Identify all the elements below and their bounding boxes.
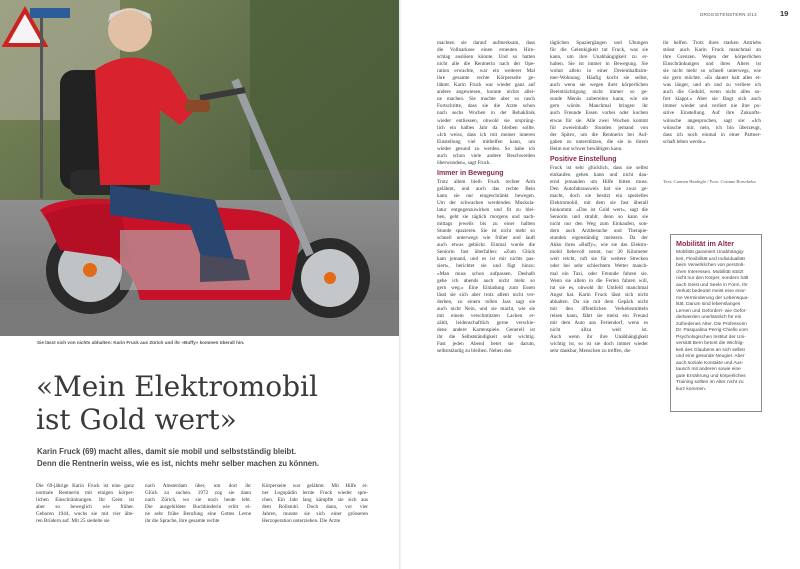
text-line: aber so beweglich wie früher. xyxy=(36,504,134,511)
text-line: Seniorin und strahlt, denn so kann sie xyxy=(550,214,648,221)
page-number: 19 xyxy=(780,9,789,18)
text-line: dem Rollstuhl. Doch dann, vor vier xyxy=(262,504,368,511)
text-line: dertwerden unerlässlich für ein xyxy=(676,315,742,320)
text-line: einkaufen gehen kann und nicht dau- xyxy=(550,171,648,178)
right-body-column-1 xyxy=(437,40,535,355)
text-line: der Spitex, um die Rentnerin bei Auf- xyxy=(550,131,648,138)
text-line: kam jemand, und es ist mir nichts pas- xyxy=(437,256,535,263)
text-line: gern würde. Manchmal bringen ihr xyxy=(550,103,648,110)
text-line: auch wenn sie wegen ihrer körperlichen xyxy=(550,82,648,89)
cover-photo xyxy=(0,0,400,336)
text-line: versität Bern betont die Wichtig- xyxy=(676,341,744,346)
text-line: ernd jemanden um Hilfe bitten muss. xyxy=(550,178,648,185)
lead-line: Denn die Rentnerin weiss, wie es ist, nichts mehr selber machen zu können. xyxy=(37,458,320,468)
text-line: Lernen und Gefordert- wie Geför- xyxy=(676,308,747,314)
text-line: derben, zu einem tollen Jass sagt sie xyxy=(437,298,535,305)
text-line: wieder entliessen, obwohl sie ursprüng- xyxy=(437,117,535,124)
text-line: selbstständig zu bleiben. Neben den xyxy=(437,348,512,355)
right-body-column-2 xyxy=(550,40,648,355)
text-line: Trotz allem bleib Fruck rechter Arm xyxy=(437,178,535,185)
text-line: Fruck ist sehr glücklich, dass sie selbst xyxy=(550,164,648,171)
text-line: normale Rentnerin mit einigen körper- xyxy=(36,490,134,497)
text-line: auch etwas gebückt. Einmal wurde die xyxy=(437,242,535,249)
text-line: nach Zürich, wo sie noch heute lebt. xyxy=(145,497,251,504)
text-line: tut sie es, obwohl ihr Umfeld manchmal xyxy=(550,284,648,291)
text-line: stösst auch Karin Fruck manchmal an xyxy=(663,47,761,54)
text-line: etwas für sie. Alle zwei Wochen kommt xyxy=(550,117,648,124)
text-line: auch schon viele andere Beschwerden xyxy=(437,152,535,159)
text-line: für zweieinhalb Stunden jemand von xyxy=(550,124,648,131)
text-line: oder bei sehr schlechtem Wetter manch- xyxy=(550,263,648,270)
text-line: ne sehr frühe Berufung eine Gottes Lerne xyxy=(145,511,251,518)
text-line: «Ich weiss, dass ich mit meiner inneren xyxy=(437,131,535,138)
text-line: nicht nur den Körper, sondern hält xyxy=(676,276,749,281)
section-subheading: Positive Einstellung xyxy=(550,155,617,163)
text-line: überwunden», sagt Fruck. xyxy=(437,159,491,166)
article-lead xyxy=(37,446,387,469)
text-line: auch Geist und Seele in Form. Ihr xyxy=(676,282,748,288)
text-line: Die ausgebildete Buchbinderin erlitt ei- xyxy=(145,504,251,511)
text-line: Verlust bedeutet meist eine enor- xyxy=(676,289,747,294)
text-line: immer wieder und verliert nie ihre po- xyxy=(663,103,761,110)
lead-line: Karin Fruck (69) macht alles, damit sie mobil und selbstständig bleibt. xyxy=(37,447,297,456)
left-body-column-1 xyxy=(36,483,134,525)
headline-line: «Mein Elektromobil xyxy=(36,370,318,403)
text-line: ben, geht sie täglich morgens und nach- xyxy=(437,214,535,221)
photo-caption: Sie lässt sich von nichts abhalten: Karin Fruck aus Zürich und ihr «Buffy» kommen überall hin. xyxy=(37,340,245,345)
text-line: nicht allzu weit ist. xyxy=(550,326,648,333)
text-line: Training sollten im Alter nicht zu xyxy=(676,380,744,385)
text-line: tausch mit anderen sowie eine xyxy=(676,367,741,372)
text-line: mobil liebevoll nennt, nur 30 Kilometer xyxy=(550,249,648,256)
text-line: beim Verwirklichen von persönli- xyxy=(676,263,745,268)
page-gutter xyxy=(399,0,401,569)
text-line: abhalten. Da sie mit dem Gepäck nicht xyxy=(550,298,648,305)
text-line: dass ich noch einmal in einer Partner- xyxy=(663,131,761,138)
text-line: ihre gesamte rechte Körperseite ge- xyxy=(437,75,535,82)
text-line: sehr dankbar, Menschen zu treffen, die xyxy=(550,348,631,355)
text-line: sie gern möchte. «Es dauert halt alles et- xyxy=(663,75,761,82)
text-line: «Man muss schon aufpassen. Deshalb xyxy=(437,270,535,277)
text-line: zählt, leidenschaftlich gerne verschie- xyxy=(437,319,535,326)
text-line: mit den öffentlichen Verkehrsmitteln xyxy=(550,305,648,312)
text-line: mit einem verschmitzten Lachen er- xyxy=(437,312,535,319)
text-line: ihre Grenzen. Wegen der körperlichen xyxy=(663,54,761,61)
text-line: lichen Einschränkungen. Ihr Geist ist xyxy=(36,497,134,504)
text-line: kann, um ihre Unabhängigkeit zu er- xyxy=(550,54,648,61)
text-line: Einschränkungen und ihres Alters ist xyxy=(663,61,761,68)
text-line: auch nicht Nein, und sie macht, wie sie xyxy=(437,305,535,312)
text-line: gute Ernährung und körperliches xyxy=(676,373,746,379)
text-line: Akku ihres «Buffy», wie sie das Elektro- xyxy=(550,242,648,249)
text-line: Glück zu suchen. 1972 zog sie dann xyxy=(145,490,251,497)
text-line: Den Autofahrausweis hat sie zwar ge- xyxy=(550,185,648,192)
text-line: Fortschritte, dass sie die Ärzte schon xyxy=(437,103,535,110)
text-line: täglichen Spaziergängen und Übungen xyxy=(550,40,648,46)
text-line: schnell unterwegs wie früher und lauft xyxy=(437,235,535,242)
text-line: lich ein halbes Jahr da bleiben sollte. xyxy=(437,124,535,131)
text-line: ren Brüdern auf. Mit 25 siedelte sie xyxy=(36,518,110,525)
text-line: gehe ich abends auch nicht mehr so xyxy=(437,277,535,284)
text-line: Geboren 1944, wuchs sie mit vier älte- xyxy=(36,511,134,518)
sidebar-box-title: Mobilität im Alter xyxy=(676,239,735,248)
text-line: Einstellung viel mithelfen kann, um xyxy=(437,138,535,145)
article-headline xyxy=(36,370,396,436)
text-line: gern weg.» Eine Einladung zum Essen xyxy=(437,284,535,291)
text-line: reisen kann, fährt sie meist ein Freund xyxy=(550,312,648,319)
text-line: hinkommt. «Das ist Gold wert», sagt die xyxy=(550,207,648,214)
headline-line: ist Gold wert» xyxy=(36,403,237,436)
text-line: nicht alle die Rentnerin nach der Ope- xyxy=(437,61,535,68)
text-line: mittags jeweils bis zu einer halben xyxy=(437,221,535,228)
text-line: ihr die Sprache, ihre gesamte rechte xyxy=(145,518,220,525)
text-line: me Verminderung der Lebensqua- xyxy=(676,295,749,301)
text-line: zufriedenes Alter. Die Professorin xyxy=(676,321,747,327)
text-line: nach Amsterdam über, um dort ihr xyxy=(145,483,251,489)
text-line: keit, Flexibilität und Individualität xyxy=(676,256,745,262)
text-line: sitive Einstellung. Auf ihre Zukunfts- xyxy=(663,110,761,117)
text-line: mit dem Auto ans Feriendorf, wenn es xyxy=(550,319,648,326)
text-line: andere angewiesen, konnte nichts allei- xyxy=(437,89,535,96)
text-line: lität. Darum sind lebenslanges xyxy=(676,302,741,307)
text-line: und eine gesunde Neugier. Aber xyxy=(676,354,745,359)
left-body-column-2 xyxy=(145,483,251,525)
text-line: Jahren, musste sie sich einer grösseren xyxy=(262,511,368,518)
text-line: sie nicht mehr so schnell unterwegs, wie xyxy=(663,68,761,75)
text-line: Die 69-jährige Karin Fruck ist eine ganz xyxy=(36,483,134,489)
text-line: was länger, und ab und zu verliere ich xyxy=(663,82,761,89)
text-line: kann sie nur eingeschränkt bewegen. xyxy=(437,192,535,199)
text-line: wichtig ist, so ist sie doch immer wieder xyxy=(550,340,648,347)
text-line: schaft leben werde.» xyxy=(663,138,706,145)
text-line: Körperseite war gelähmt. Mit Hilfe ei- xyxy=(262,483,368,489)
text-line: Dr. Pasqualina Perrig-Chiello vom xyxy=(676,328,748,333)
text-line: weit reicht, ruft sie für weitere Strecken xyxy=(550,256,648,263)
text-line: fort klappt.» Aber sie fängt sich auch xyxy=(663,96,761,103)
text-line: ne machen. Sie machte aber so rasch xyxy=(437,96,535,103)
text-line: Psychologischen Institut der Uni- xyxy=(676,334,746,340)
text-line: die Vollnarkose einen erneuten Hirn- xyxy=(437,47,535,54)
running-header: DROGISTENSTERN 3/14 xyxy=(700,12,757,17)
text-line: sunde Menüs zubereiten kann, wie sie xyxy=(550,96,648,103)
text-line: Auch wenn ihr ihre Unabhängigkeit xyxy=(550,333,648,340)
text-line: halten. Sie ist immer in Bewegung. Sie xyxy=(550,61,648,68)
text-line: Beeinträchtigung nicht immer so ge- xyxy=(550,89,648,96)
text-line: macht, doch sie besitzt ein spezielles xyxy=(550,192,648,199)
text-line: Elektromobil, mit dem sie fast überall xyxy=(550,200,648,207)
text-line: nach sechs Wochen in der Rehaklinik xyxy=(437,110,535,117)
text-line: auch soziale Kontakte und Aus- xyxy=(676,360,744,366)
text-line: Wenn sie allein in die Ferien fahren will, xyxy=(550,277,648,284)
text-line: nicht nur den Weg zum Einkaufen, son- xyxy=(550,221,648,228)
text-line: wünsche angesprochen, sagt sie: «Ich xyxy=(663,117,761,124)
scooter-photo-illustration xyxy=(0,0,400,336)
text-line: mer-Wohnung. Häufig kocht sie selbst, xyxy=(550,75,648,82)
text-line: chen. Ein Jahr lang kämpfte sie sich aus xyxy=(262,497,368,504)
text-line: kurz kommen. xyxy=(676,386,707,392)
text-line: Seniorin fast überfallen: «Zum Glück xyxy=(437,249,535,256)
text-line: machten sie darauf aufmerksam, dass xyxy=(437,40,535,46)
text-line: gelähmt, und auch das rechte Bein xyxy=(437,185,535,192)
text-line: wieder gesund zu werden. So habe ich xyxy=(437,145,535,152)
section-subheading: Immer in Bewegung xyxy=(437,169,504,177)
text-line: dene andere Kartenspiele. Generell ist xyxy=(437,326,535,333)
text-line: Mobilität garantiert Unabhängig- xyxy=(676,250,745,255)
text-line: ner Logopädin lernte Fruck wieder spre- xyxy=(262,490,368,497)
text-line: Fast jeden Abend betet sie darum, xyxy=(437,340,535,347)
text-line: wohnt allein in einer Dreieinhalbzim- xyxy=(550,68,648,75)
text-line: dern auch Arztbesuche und Therapie- xyxy=(550,228,648,235)
text-line: Angst hat. Karin Fruck lässt sich nicht xyxy=(550,291,648,298)
text-line: ihr helfen. Trotz ihres starken Antriebs xyxy=(663,40,761,46)
text-line: latur entgegenzuwirken und fit zu blei- xyxy=(437,207,535,214)
text-line: schlag auslösen könnte. Und so hatten xyxy=(437,54,535,61)
text-line: keit des Glaubens an sich selbst xyxy=(676,347,745,353)
text-line: gaben zu unterstützen, die sie in ihrem xyxy=(550,138,648,145)
right-body-column-3 xyxy=(663,40,761,146)
text-line: Um der schwachen werdenden Muskula- xyxy=(437,200,535,207)
text-line: lässt sie sich aber trotz allem nicht ver- xyxy=(437,291,535,298)
sidebar-box xyxy=(670,234,762,412)
text-line: chen Interessen. Mobilität stützt xyxy=(676,269,744,275)
text-line: Stunde spazieren. Sie ist nicht mehr so xyxy=(437,228,535,235)
text-line: siert», berichtet sie und fügt hinzu: xyxy=(437,263,535,270)
text-line: auch die Geduld, wenn nicht alles so- xyxy=(663,89,761,96)
author-credit: Text: Carmen Hardegle / Foto: Corinne Rotscheka xyxy=(663,179,756,184)
text-line: stunden eigenständig meistern. Da der xyxy=(550,235,648,242)
text-line: lähmt. Karin Fruck war wieder ganz auf xyxy=(437,82,535,89)
text-line: für die Gelenkigkeit tut Fruck, was sie xyxy=(550,47,648,54)
text-line: wünsche mir, nein, ich bin überzeugt, xyxy=(663,124,761,131)
sidebar-box-text xyxy=(676,250,756,393)
left-body-column-3 xyxy=(262,483,368,525)
text-line: ihr die Selbstständigkeit sehr wichtig. xyxy=(437,333,535,340)
text-line: Herzoperation unterziehen. Die Ärzte xyxy=(262,518,341,525)
text-line: auch Freunde Essen vorbei oder kochen xyxy=(550,110,648,117)
text-line: ration erwachte, war ein weiterer Mal xyxy=(437,68,535,75)
text-line: mal ein Taxi, oder Freunde fahren sie. xyxy=(550,270,648,277)
text-line: Heim nur schwer bewältigen kann. xyxy=(550,145,623,152)
